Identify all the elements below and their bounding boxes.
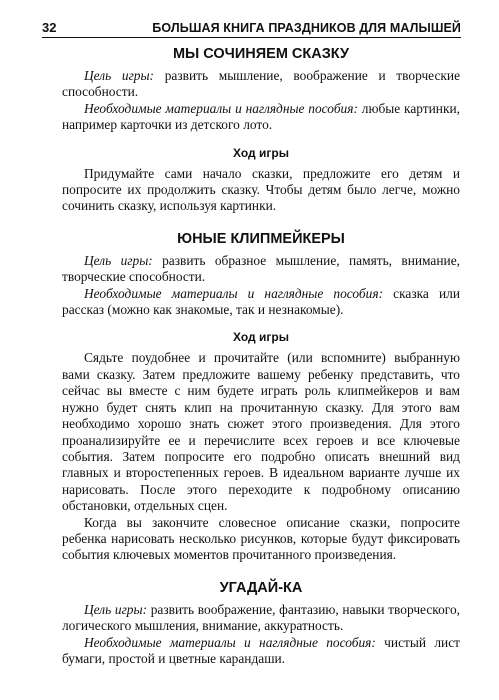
course-title-2: Ход игры <box>233 330 289 345</box>
page-header <box>42 13 461 38</box>
materials-paragraph-1 <box>62 101 460 134</box>
materials-label: Необходимые материалы и наглядные пособия: <box>84 285 384 301</box>
running-title: БОЛЬШАЯ КНИГА ПРАЗДНИКОВ ДЛЯ МАЛЫШЕЙ <box>152 21 461 35</box>
materials-text: чистый лист бумаги, простой и цветные карандаши. <box>62 634 460 666</box>
materials-label: Необходимые материалы и наглядные пособия: <box>84 634 376 650</box>
section-title-2: ЮНЫЕ КЛИПМЕЙКЕРЫ <box>177 230 345 247</box>
page-content <box>62 40 460 667</box>
materials-paragraph-2 <box>62 286 460 319</box>
course-paragraph: Когда вы закончите словесное описание сказки, попросите ребенка нарисовать несколько рисунков, которые будут фиксировать события ключевых моментов прочитанного произведения. <box>62 514 460 563</box>
course-title-1: Ход игры <box>233 145 289 160</box>
section-title-1: МЫ СОЧИНЯЕМ СКАЗКУ <box>172 46 350 62</box>
goal-paragraph-2 <box>62 253 460 286</box>
goal-paragraph-1 <box>62 68 460 101</box>
page-number: 32 <box>42 20 57 35</box>
materials-label: Необходимые материалы и наглядные пособия: <box>84 100 358 116</box>
goal-label: Цель игры: <box>84 68 155 83</box>
course-paragraph: Сядьте поудобнее и прочитайте (или вспомните) выбранную вами сказку. Затем предложите вашему ребенку представить, что сейчас вы вместе с ним будете играть роль клипмейкеров и вам нужно будет снять клип на прочитанную сказку. Для этого вам необходимо хорошо знать сюжет этого произведения. Для этого проанализируйте ее и перечислите всех героев и все ключевые события. Затем попросите его подробно описать внешний вид главных и второстепенных героев. В идеальном варианте лучше их нарисовать. После этого переходите к подробному описанию обстановки, отдельных сцен. <box>62 350 460 514</box>
goal-label: Цель игры: <box>84 601 148 617</box>
goal-paragraph-3 <box>62 602 460 635</box>
course-paragraph: Придумайте сами начало сказки, предложите его детям и попросите их продолжить сказку. Чтобы детям было легче, можно сочинить сказку, используя картинки. <box>62 165 460 214</box>
goal-text: развить образное мышление, память, внимание, творческие способности. <box>62 252 460 285</box>
materials-paragraph-3 <box>62 635 460 668</box>
goal-label: Цель игры: <box>84 252 153 268</box>
materials-text: любые картинки, например карточки из детского лото. <box>62 100 460 133</box>
goal-text: развить мышление, воображение и творческие способности. <box>62 68 461 100</box>
goal-text: развить воображение, фантазию, навыки творческого, логического мышления, внимание, аккуратность. <box>62 601 460 634</box>
section-title-3: УГАДАЙ-КА <box>219 579 303 596</box>
materials-text: сказка или рассказ (можно как знакомые, так и незнакомые). <box>62 285 460 318</box>
